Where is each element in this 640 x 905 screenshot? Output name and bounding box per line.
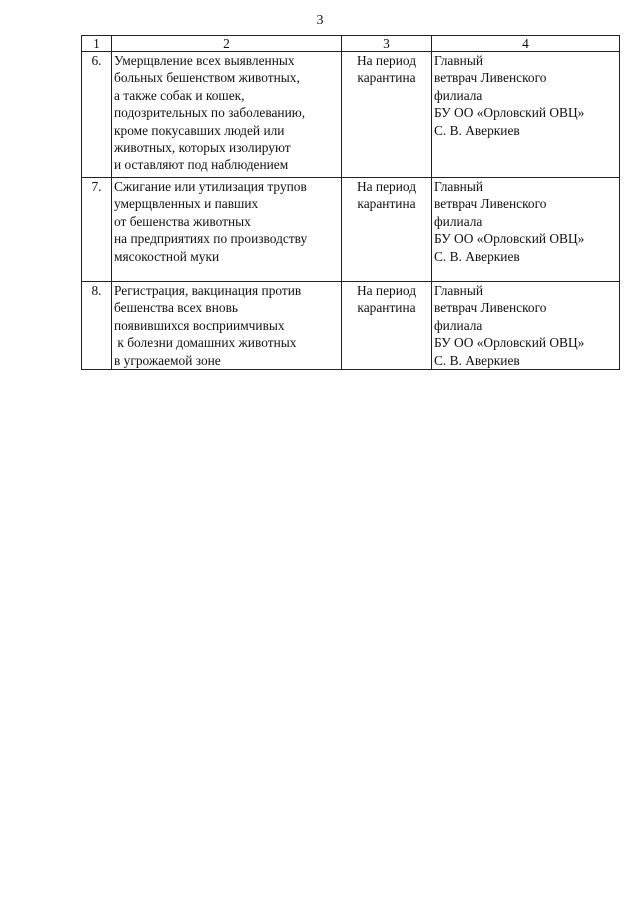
column-header-2: 2	[112, 36, 342, 52]
responsible-line: БУ ОО «Орловский ОВЦ»	[434, 335, 585, 351]
measure-line: на предприятиях по производству	[114, 231, 308, 247]
table-row	[82, 52, 620, 178]
measure-description	[112, 282, 342, 370]
responsible-line: ветврач Ливенского	[434, 300, 547, 316]
table-row	[82, 178, 620, 282]
measure-line: больных бешенством животных,	[114, 70, 300, 86]
row-number: 6.	[82, 52, 112, 178]
deadline-line: карантина	[357, 196, 416, 212]
measure-line: и оставляют под наблюдением	[114, 157, 289, 173]
responsible-line: ветврач Ливенского	[434, 70, 547, 86]
measure-line: мясокостной муки	[114, 248, 220, 264]
measure-line: Сжигание или утилизация трупов	[114, 179, 307, 194]
responsible-line: С. В. Аверкиев	[434, 352, 520, 368]
measure-line: в угрожаемой зоне	[114, 352, 221, 368]
column-header-4: 4	[432, 36, 620, 52]
row-number: 7.	[82, 178, 112, 282]
measures-table	[81, 35, 620, 370]
deadline-cell	[342, 282, 432, 370]
measure-line: животных, которых изолируют	[114, 140, 291, 156]
deadline-line: На период	[356, 179, 417, 194]
measure-line: Регистрация, вакцинация против	[114, 283, 302, 298]
responsible-line: Главный	[434, 283, 484, 298]
table-header-row	[82, 36, 620, 52]
responsible-line: С. В. Аверкиев	[434, 248, 520, 264]
responsible-line: Главный	[434, 179, 484, 194]
column-header-3: 3	[342, 36, 432, 52]
measure-line: к болезни домашних животных	[114, 335, 297, 351]
deadline-line: На период	[356, 53, 417, 68]
measure-line: от бешенства животных	[114, 213, 251, 229]
responsible-line: филиала	[434, 213, 483, 229]
column-header-1: 1	[82, 36, 112, 52]
responsible-line: филиала	[434, 317, 483, 333]
responsible-line: филиала	[434, 87, 483, 103]
measure-line: умерщвленных и павших	[114, 196, 259, 212]
responsible-cell	[432, 52, 620, 178]
responsible-cell	[432, 282, 620, 370]
deadline-line: карантина	[357, 300, 416, 316]
page-number: 3	[316, 13, 324, 28]
measure-line: появившихся восприимчивых	[114, 317, 285, 333]
responsible-line: БУ ОО «Орловский ОВЦ»	[434, 105, 585, 121]
row-number: 8.	[82, 282, 112, 370]
deadline-line: На период	[356, 283, 417, 298]
responsible-line: С. В. Аверкиев	[434, 122, 520, 138]
measure-line: подозрительных по заболеванию,	[114, 105, 306, 121]
responsible-line: Главный	[434, 53, 484, 68]
responsible-cell	[432, 178, 620, 282]
deadline-line: карантина	[357, 70, 416, 86]
measure-description	[112, 52, 342, 178]
deadline-cell	[342, 52, 432, 178]
responsible-line: ветврач Ливенского	[434, 196, 547, 212]
measure-line: Умерщвление всех выявленных	[114, 53, 295, 68]
measure-line: кроме покусавших людей или	[114, 122, 285, 138]
measure-description	[112, 178, 342, 282]
table-row	[82, 282, 620, 370]
measure-line: а также собак и кошек,	[114, 87, 245, 103]
responsible-line: БУ ОО «Орловский ОВЦ»	[434, 231, 585, 247]
deadline-cell	[342, 178, 432, 282]
measure-line: бешенства всех вновь	[114, 300, 239, 316]
